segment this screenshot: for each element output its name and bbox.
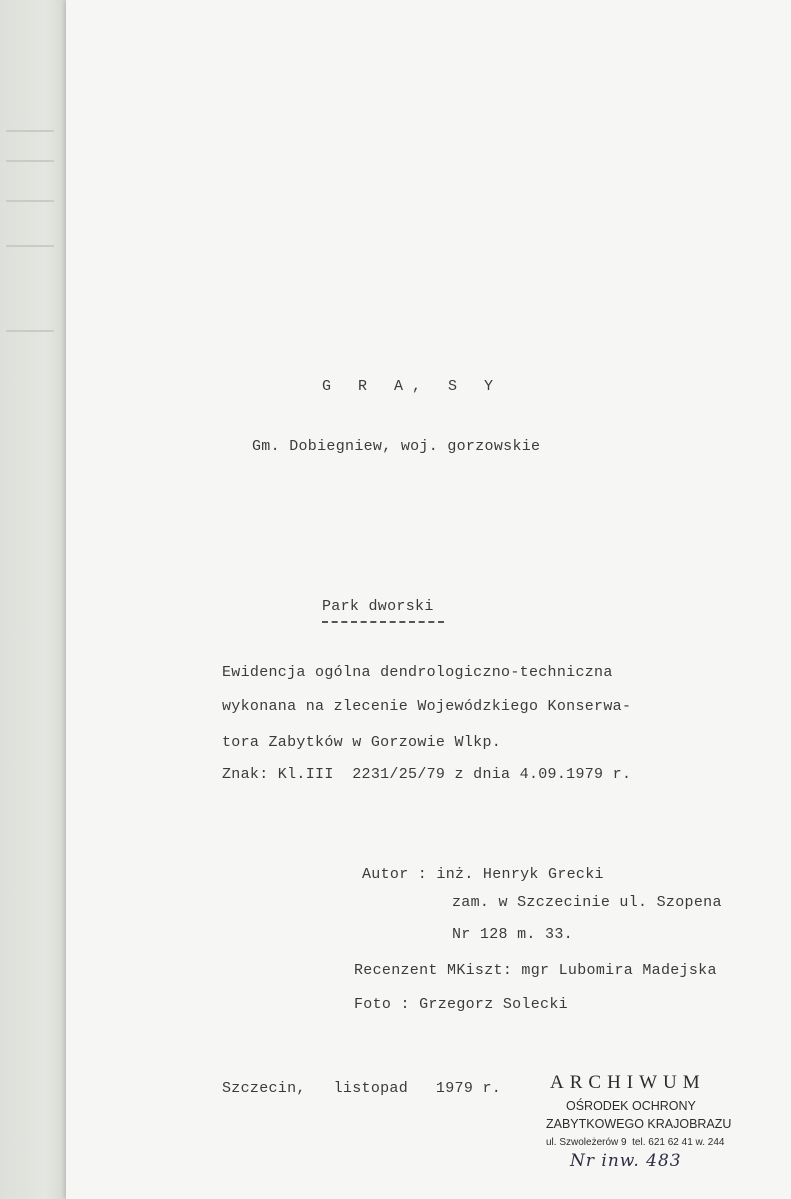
handwritten-inventory-note: Nr inw. 483 [570, 1151, 682, 1171]
description-line-1: Ewidencja ogólna dendrologiczno-techniczna [222, 664, 613, 681]
archive-stamp-line-4: ul. Szwoleżerów 9 tel. 621 62 41 w. 244 [546, 1137, 725, 1148]
archive-stamp-line-3: ZABYTKOWEGO KRAJOBRAZU [546, 1117, 732, 1131]
document-page [66, 0, 791, 1199]
photo-credit-line: Foto : Grzegorz Solecki [354, 996, 568, 1013]
description-line-3: tora Zabytków w Gorzowie Wlkp. [222, 734, 502, 751]
subject-heading: Park dworski [322, 598, 434, 615]
author-address-line: zam. w Szczecinie ul. Szopena [452, 894, 722, 911]
description-line-2: wykonana na zlecenie Wojewódzkiego Konserwa- [222, 698, 632, 715]
archive-stamp-line-2: OŚRODEK OCHRONY [566, 1099, 696, 1113]
author-line: Autor : inż. Henryk Grecki [362, 866, 604, 883]
reference-number: Znak: Kl.III 2231/25/79 z dnia 4.09.1979 r. [222, 766, 632, 783]
location-line: Gm. Dobiegniew, woj. gorzowskie [252, 438, 541, 455]
document-title: G R A, S Y [322, 378, 503, 395]
underlying-page-edge [0, 0, 66, 1199]
author-apartment-line: Nr 128 m. 33. [452, 926, 573, 943]
place-and-date: Szczecin, listopad 1979 r. [222, 1080, 502, 1097]
archive-stamp-title: ARCHIWUM [550, 1072, 706, 1093]
subject-underline [322, 621, 444, 623]
reviewer-line: Recenzent MKiszt: mgr Lubomira Madejska [354, 962, 717, 979]
